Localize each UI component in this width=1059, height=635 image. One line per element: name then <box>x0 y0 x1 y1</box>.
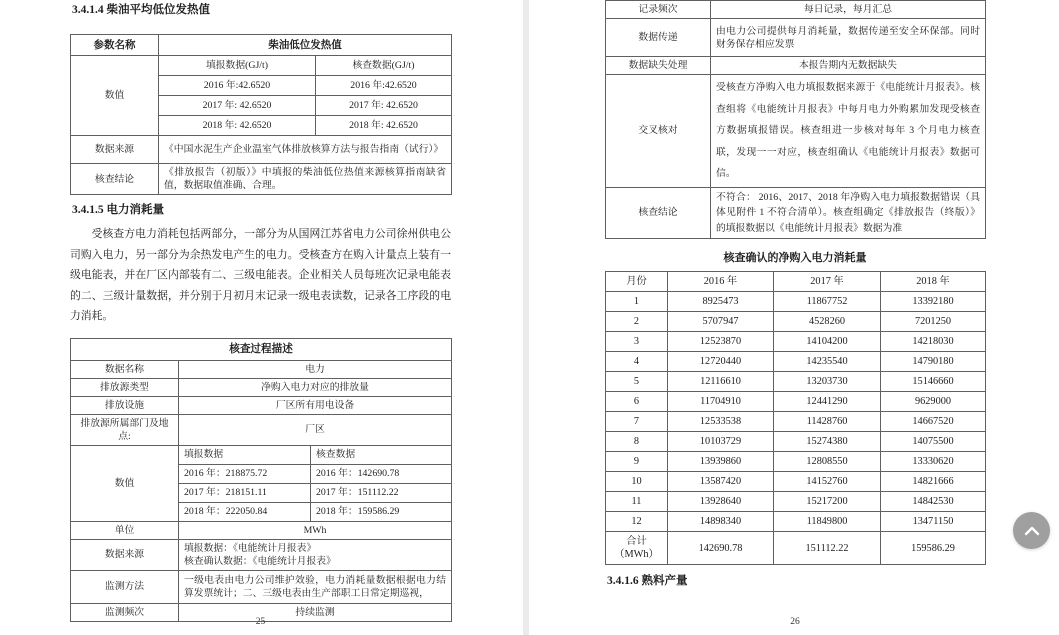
table-cell: 2016 年:42.6520 <box>159 76 316 96</box>
table-cell: 《排放报告（初版）》中填报的柴油低位热值来源核算指南缺省值，数据取值准确、合理。 <box>159 164 452 195</box>
table-cell: 14075500 <box>881 432 986 452</box>
column-header: 2017 年 <box>774 272 881 292</box>
table-cell: 7201250 <box>881 312 986 332</box>
table-cell: 2016 年：142690.78 <box>311 464 452 483</box>
table-cell: 2017 年：218151.11 <box>179 483 311 502</box>
table-cell: 9629000 <box>881 392 986 412</box>
table-cell: 净购入电力对应的排放量 <box>179 378 452 396</box>
table-cell: 2016 年：218875.72 <box>179 464 311 483</box>
table-cell: 7 <box>606 412 668 432</box>
table-cell: 5707947 <box>668 312 774 332</box>
data-source-line: 核查确认数据：《电能统计月报表》 <box>184 555 336 567</box>
table-cell: 10103729 <box>668 432 774 452</box>
table-cell: 5 <box>606 372 668 392</box>
monthly-table-title: 核查确认的净购入电力消耗量 <box>723 252 867 264</box>
row-label: 监测频次 <box>71 603 179 621</box>
table-cell: 12808550 <box>774 452 881 472</box>
table-cell: 14104200 <box>774 332 881 352</box>
table-row <box>606 292 986 312</box>
row-label: 数据来源 <box>71 136 159 164</box>
table-cell: 一级电表由电力公司维护效验，电力消耗量数据根据电力结算发票统计；二、三级电表由生产部职工日常定期巡视， <box>179 570 452 603</box>
table-cell: 厂区 <box>179 414 452 445</box>
row-label: 数值 <box>71 445 179 521</box>
table-cell: 厂区所有用电设备 <box>179 396 452 414</box>
table-row <box>606 412 986 432</box>
row-label: 排放源类型 <box>71 378 179 396</box>
table-cell: 电力 <box>179 360 452 378</box>
table-subheader-cell: 核查数据 <box>311 445 452 464</box>
page-divider <box>523 0 529 635</box>
diesel-heating-value-table <box>70 34 452 195</box>
table-cell: 159586.29 <box>881 532 986 565</box>
table-cell: 12116610 <box>668 372 774 392</box>
table-cell: 142690.78 <box>668 532 774 565</box>
row-label: 排放设施 <box>71 396 179 414</box>
row-label: 数据来源 <box>71 539 179 570</box>
verification-process-table-continued <box>605 0 986 239</box>
table-row <box>606 512 986 532</box>
table-cell: 2018 年：222050.84 <box>179 502 311 521</box>
section-heading-3416: 3.4.1.6 熟料产量 <box>607 575 688 587</box>
table-title-cell: 核查过程描述 <box>71 338 452 360</box>
table-cell: 14821666 <box>881 472 986 492</box>
table-cell: 151112.22 <box>774 532 881 565</box>
table-cell: 14842530 <box>881 492 986 512</box>
table-total-row <box>606 532 986 565</box>
table-row <box>606 472 986 492</box>
section-heading-3414: 3.4.1.4 柴油平均低位发热值 <box>72 4 210 16</box>
table-cell: 由电力公司提供每月消耗量，数据传递至安全环保部。同时财务保存相应发票 <box>711 19 986 57</box>
section-heading-3415: 3.4.1.5 电力消耗量 <box>72 204 164 216</box>
table-cell: 13471150 <box>881 512 986 532</box>
table-cell: 2017 年: 42.6520 <box>316 96 452 116</box>
table-header-cell: 柴油低位发热值 <box>159 35 452 56</box>
table-cell: 13928640 <box>668 492 774 512</box>
table-cell: 13330620 <box>881 452 986 472</box>
table-cell: 2018 年: 42.6520 <box>316 116 452 136</box>
row-label: 数据传递 <box>606 19 711 57</box>
monthly-electricity-table <box>605 271 986 565</box>
table-cell: 14235540 <box>774 352 881 372</box>
table-cell: 2016 年:42.6520 <box>316 76 452 96</box>
column-header: 2016 年 <box>668 272 774 292</box>
table-cell: 13392180 <box>881 292 986 312</box>
table-row <box>606 492 986 512</box>
row-label: 记录频次 <box>606 1 711 19</box>
table-subheader-cell: 填报数据 <box>179 445 311 464</box>
row-label: 数据缺失处理 <box>606 57 711 75</box>
table-subheader-cell: 填报数据(GJ/t) <box>159 56 316 76</box>
table-row <box>606 432 986 452</box>
table-cell: 11704910 <box>668 392 774 412</box>
table-cell: 4528260 <box>774 312 881 332</box>
data-source-line: 填报数据：《电能统计月报表》 <box>184 542 317 554</box>
table-subheader-cell: 核查数据(GJ/t) <box>316 56 452 76</box>
table-cell: 受核查方净购入电力填报数据来源于《电能统计月报表》。核查组将《电能统计月报表》中每月电力外购累加发现受核查方数据填报错误。核查组进一步核对每年 3 个月电力核查联，发现一一对应，核查组确认《电能统计月报表》数据可信。 <box>711 75 986 188</box>
body-paragraph: 受核查方电力消耗包括两部分，一部分为从国网江苏省电力公司徐州供电公司购入电力，另一部分为余热发电产生的电力。受核查方在购入计量点上装有一级电能表，并在厂区内部装有二、三级电能表。企业相关人员每班次记录电能表的二、三级计量数据，并分别于月初月末记录一级电表读数，记录各工序段的电力消耗。 <box>70 228 451 323</box>
table-cell: 14667520 <box>881 412 986 432</box>
table-cell: 13203730 <box>774 372 881 392</box>
table-cell: 14898340 <box>668 512 774 532</box>
table-cell: 11 <box>606 492 668 512</box>
table-cell: 2018 年：159586.29 <box>311 502 452 521</box>
table-cell: 15146660 <box>881 372 986 392</box>
table-cell: 11849800 <box>774 512 881 532</box>
table-cell: 2 <box>606 312 668 332</box>
table-cell: 13587420 <box>668 472 774 492</box>
table-cell: 15274380 <box>774 432 881 452</box>
table-cell: 9 <box>606 452 668 472</box>
table-cell: 2018 年: 42.6520 <box>159 116 316 136</box>
table-cell: 12441290 <box>774 392 881 412</box>
column-header: 月份 <box>606 272 668 292</box>
page-25 <box>70 0 451 627</box>
table-cell: 14218030 <box>881 332 986 352</box>
verification-process-table <box>70 338 452 622</box>
page-number: 25 <box>255 617 266 627</box>
table-cell: 15217200 <box>774 492 881 512</box>
row-label: 交叉核对 <box>606 75 711 188</box>
table-cell: 每日记录，每月汇总 <box>711 1 986 19</box>
column-header: 2018 年 <box>881 272 986 292</box>
table-cell: 3 <box>606 332 668 352</box>
table-cell: 2017 年: 42.6520 <box>159 96 316 116</box>
table-cell: 1 <box>606 292 668 312</box>
table-cell: 6 <box>606 392 668 412</box>
row-label: 核查结论 <box>606 187 711 239</box>
table-cell: 持续监测 <box>179 603 452 621</box>
table-cell: 10 <box>606 472 668 492</box>
page-number: 26 <box>790 617 800 627</box>
table-cell: 14790180 <box>881 352 986 372</box>
table-cell: 14152760 <box>774 472 881 492</box>
table-cell: 4 <box>606 352 668 372</box>
table-cell: 11867752 <box>774 292 881 312</box>
table-cell: 2017 年：151112.22 <box>311 483 452 502</box>
table-row <box>606 372 986 392</box>
table-cell: 13939860 <box>668 452 774 472</box>
row-label: 合计 （MWh） <box>606 532 668 565</box>
table-cell <box>179 539 452 570</box>
table-row <box>606 392 986 412</box>
row-label: 单位 <box>71 521 179 539</box>
row-label: 监测方法 <box>71 570 179 603</box>
table-cell: 本报告期内无数据缺失 <box>711 57 986 75</box>
page-26 <box>605 0 985 627</box>
scroll-to-top-button[interactable] <box>1013 512 1050 549</box>
table-cell: 不符合： 2016、2017、2018 年净购入电力填报数据错误（具体见附件 1 不符合清单）。核查组确定《排放报告（终版）》的填报数据以《电能统计月报表》数据为准 <box>711 187 986 239</box>
table-row <box>606 352 986 372</box>
chevron-up-icon <box>1021 520 1043 542</box>
table-header-cell: 参数名称 <box>71 35 159 56</box>
table-row <box>606 312 986 332</box>
table-cell: MWh <box>179 521 452 539</box>
table-row <box>606 452 986 472</box>
table-cell: 《中国水泥生产企业温室气体排放核算方法与报告指南（试行）》 <box>159 136 452 164</box>
row-label: 核查结论 <box>71 164 159 195</box>
table-cell: 11428760 <box>774 412 881 432</box>
table-cell: 12523870 <box>668 332 774 352</box>
table-cell: 8925473 <box>668 292 774 312</box>
row-label: 排放源所属部门及地点: <box>71 414 179 445</box>
table-cell: 12720440 <box>668 352 774 372</box>
table-cell: 12533538 <box>668 412 774 432</box>
table-cell: 8 <box>606 432 668 452</box>
table-row <box>606 332 986 352</box>
row-label: 数据名称 <box>71 360 179 378</box>
row-label: 数值 <box>71 56 159 136</box>
table-cell: 12 <box>606 512 668 532</box>
